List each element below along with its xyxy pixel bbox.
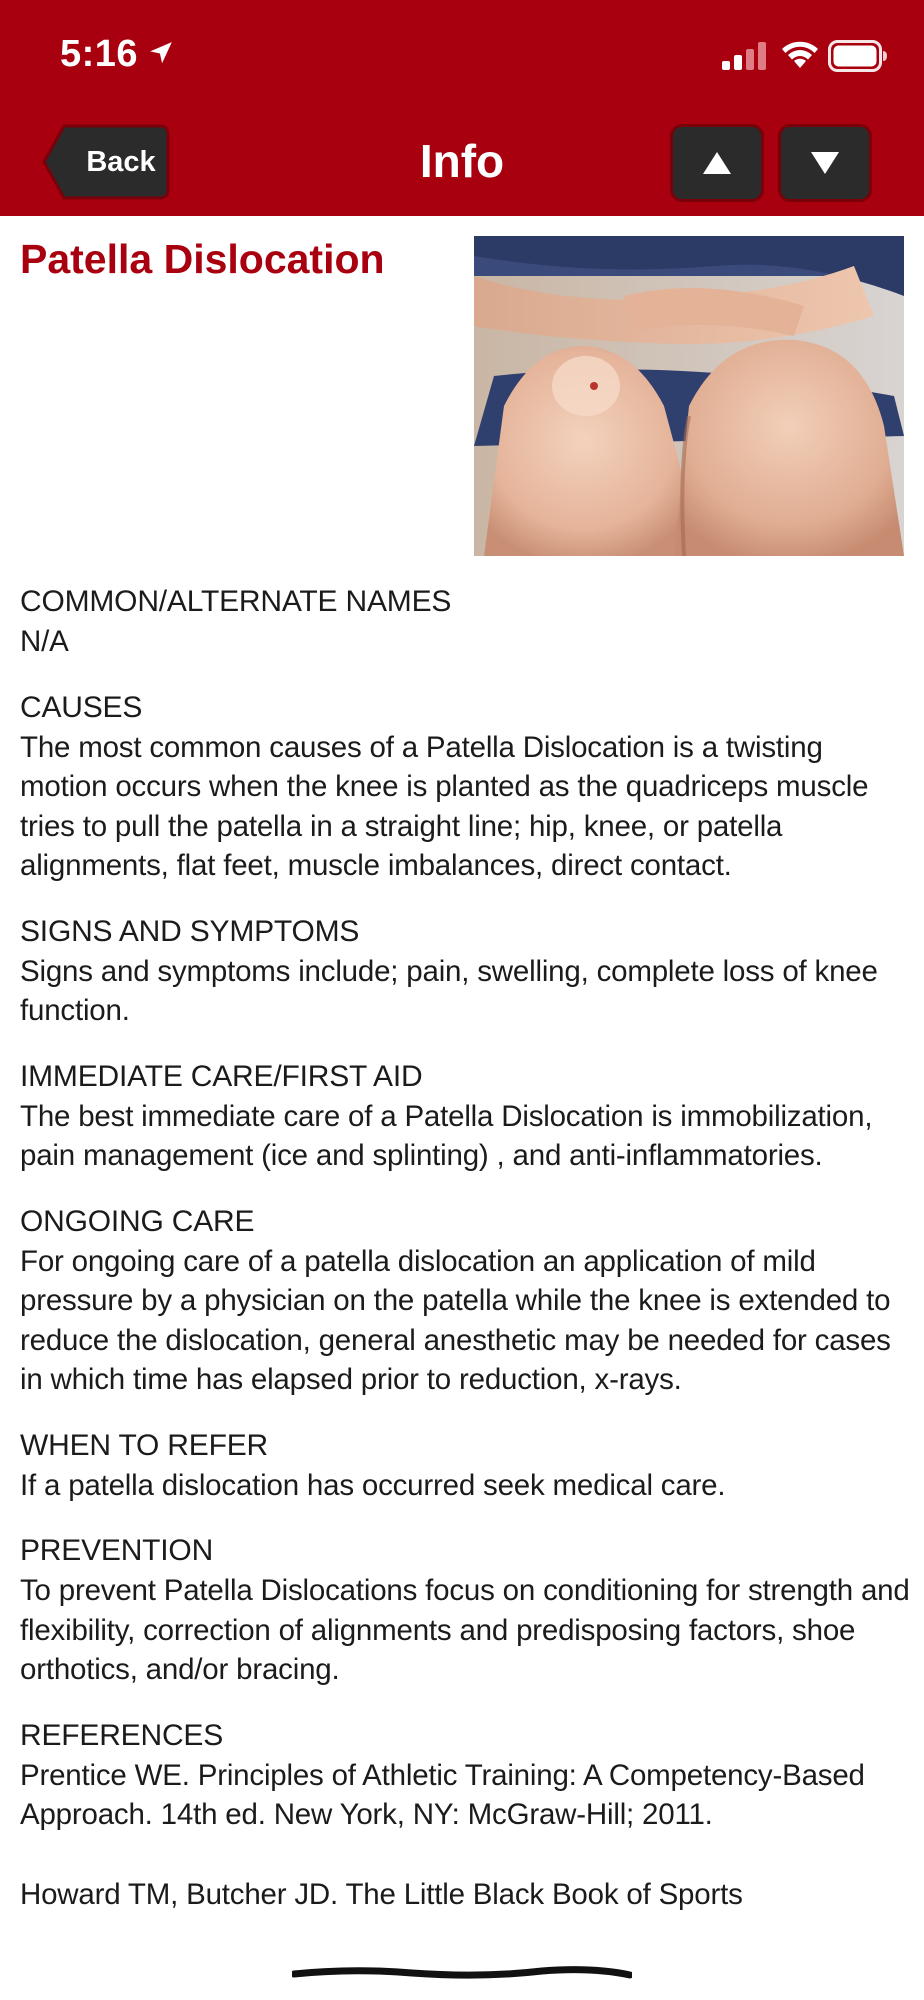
section-heading: WHEN TO REFER — [20, 1428, 268, 1462]
section-causes — [20, 688, 914, 886]
section-when-to-refer — [20, 1426, 914, 1506]
section-body: The most common causes of a Patella Dislocation is a twisting motion occurs when the knee is planted as the quadriceps muscle tries to pull the patella in a straight line; hip, knee, or patella alignments, flat feet, muscle imbalances, direct contact. — [20, 730, 869, 882]
section-heading: ONGOING CARE — [20, 1204, 255, 1238]
navigation-bar — [0, 112, 924, 216]
section-immediate-care — [20, 1057, 914, 1176]
section-heading: SIGNS AND SYMPTOMS — [20, 914, 360, 948]
scribble-mark — [292, 1960, 632, 1986]
status-bar — [0, 0, 924, 112]
page-header-title: Info — [419, 135, 505, 187]
section-heading: COMMON/ALTERNATE NAMES — [20, 585, 452, 618]
back-button[interactable] — [42, 124, 170, 200]
section-signs-symptoms — [20, 912, 914, 1031]
article-content — [20, 582, 914, 1954]
next-item-button[interactable] — [778, 124, 872, 202]
section-heading: IMMEDIATE CARE/FIRST AID — [20, 1059, 423, 1093]
back-button-label: Back — [86, 146, 156, 178]
section-body: To prevent Patella Dislocations focus on conditioning for strength and flexibility, correction of alignments and predisposing factors, shoe orthotics, and/or bracing. — [20, 1574, 910, 1686]
triangle-up-icon — [702, 151, 732, 175]
section-body: N/A — [20, 625, 69, 658]
section-heading: PREVENTION — [20, 1534, 214, 1567]
cellular-signal-icon — [722, 42, 768, 70]
section-common-names — [20, 582, 914, 662]
section-references — [20, 1716, 914, 1915]
status-time: 5:16 — [60, 33, 139, 75]
app-header — [0, 0, 924, 216]
knee-photo — [474, 236, 904, 556]
knee-illustration — [474, 236, 904, 556]
section-body: For ongoing care of a patella dislocation an application of mild pressure by a physician on the patella while the knee is extended to reduce the dislocation, general anesthetic may be needed for cases in which time has elapsed prior to reduction, x-rays. — [20, 1244, 891, 1396]
section-body: Signs and symptoms include; pain, swelling, complete loss of knee function. — [20, 954, 878, 1027]
section-heading: REFERENCES — [20, 1718, 224, 1752]
reference-item: Prentice WE. Principles of Athletic Training: A Competency-Based Approach. 14th ed. New York, NY: McGraw-Hill; 2011. — [20, 1758, 865, 1831]
previous-item-button[interactable] — [670, 124, 764, 202]
section-ongoing-care — [20, 1202, 914, 1400]
reference-item: Howard TM, Butcher JD. The Little Black Book of Sports — [20, 1877, 743, 1911]
wifi-icon — [780, 40, 820, 70]
section-heading: CAUSES — [20, 690, 143, 724]
section-prevention — [20, 1531, 914, 1690]
article-title: Patella Dislocation — [20, 236, 385, 282]
triangle-down-icon — [810, 151, 840, 175]
battery-icon — [828, 40, 888, 72]
section-body: The best immediate care of a Patella Dislocation is immobilization, pain management (ice and splinting) , and anti-inflammatories. — [20, 1099, 873, 1172]
section-body: If a patella dislocation has occurred seek medical care. — [20, 1468, 726, 1502]
location-arrow-icon — [148, 40, 174, 66]
